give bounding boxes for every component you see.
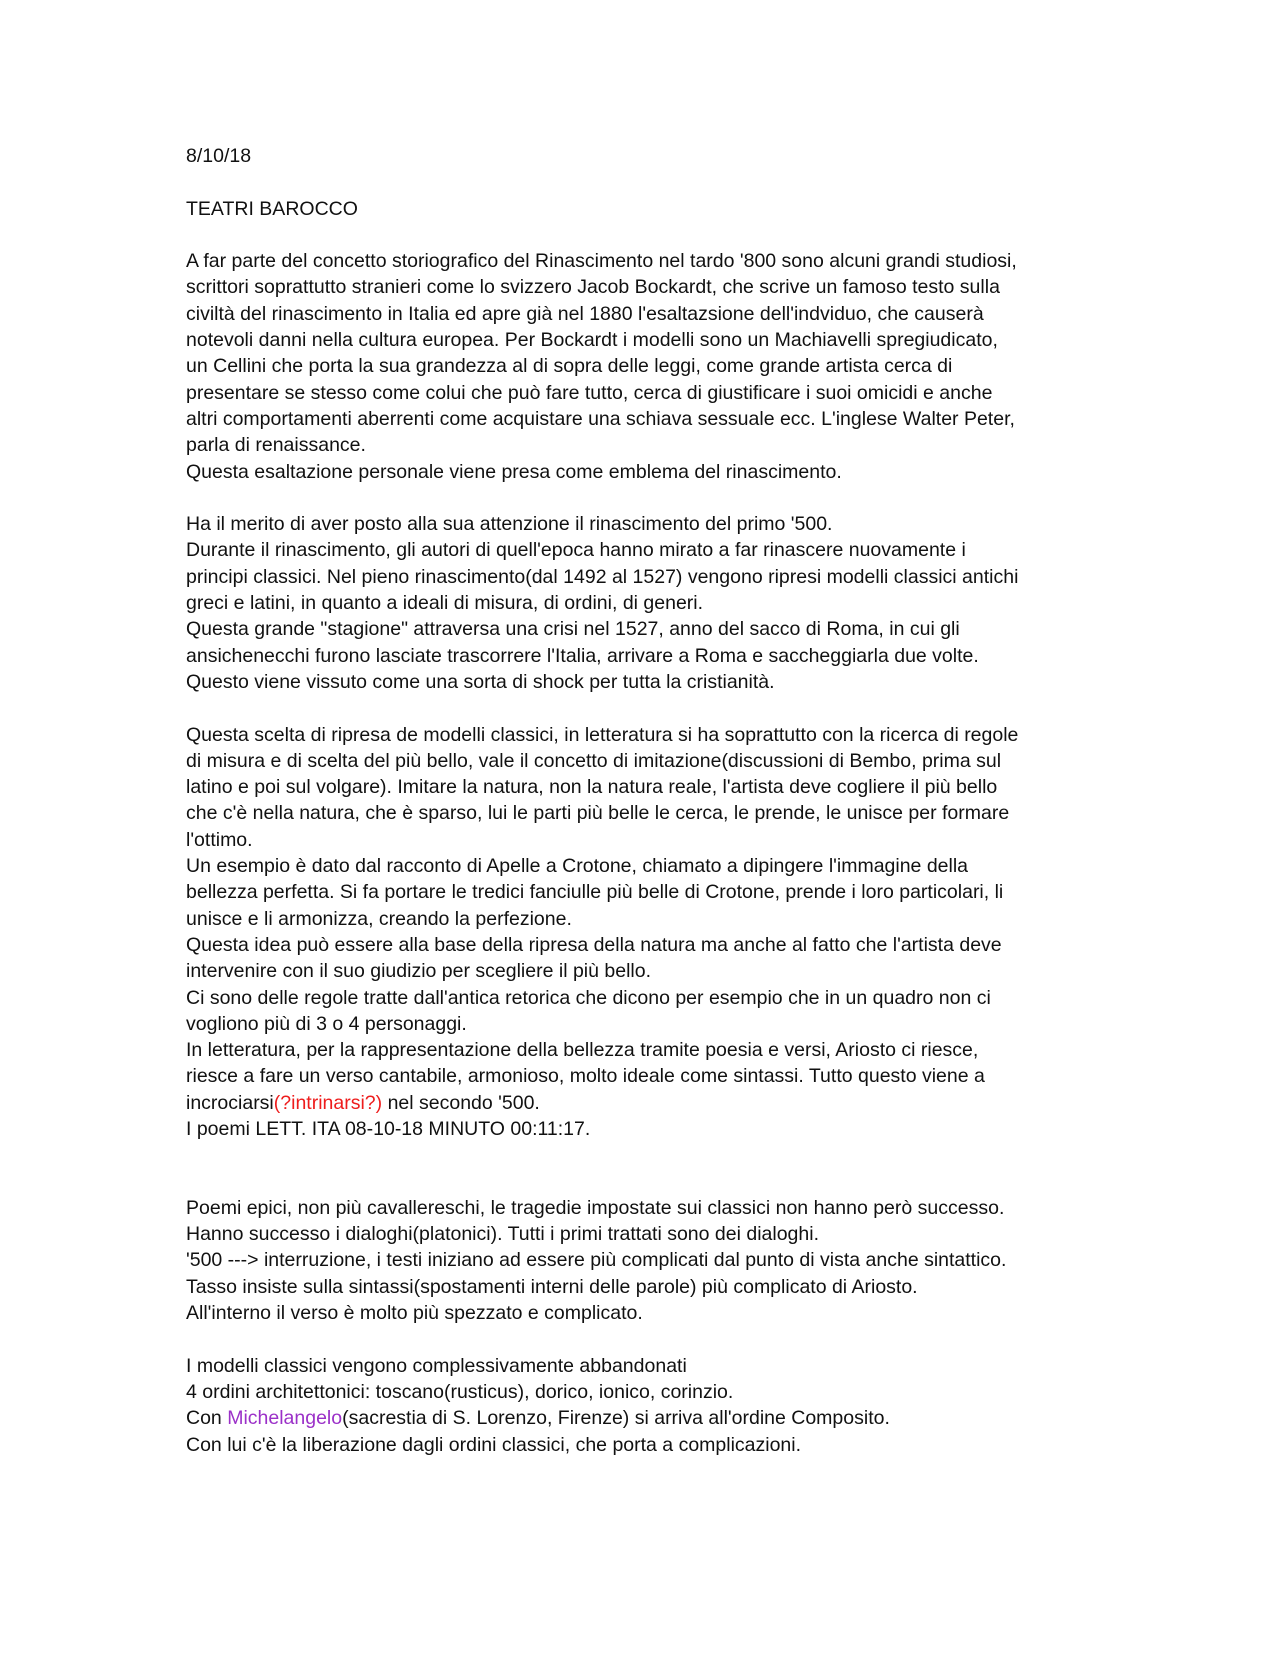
text-line: presentare se stesso come colui che può fare tutto, cerca di giustificare i suoi omicidi e anche	[186, 381, 993, 404]
text-line: unisce e li armonizza, creando la perfezione.	[186, 907, 572, 930]
text-line-highlighted	[186, 1405, 1106, 1431]
text-line: che c'è nella natura, che è sparso, lui le parti più belle le cerca, le prende, le unisce per formare	[186, 802, 1010, 825]
spacer	[186, 169, 1106, 195]
text-line: intervenire con il suo giudizio per scegliere il più bello.	[186, 960, 652, 983]
text-line: Tasso insiste sulla sintassi(spostamenti interni delle parole) più complicato di Ariosto.	[186, 1275, 918, 1298]
text-line: di misura e di scelta del più bello, vale il concetto di imitazione(discussioni di Bembo, prima sul	[186, 749, 1002, 772]
text-line-highlighted	[186, 1090, 1106, 1116]
text-line: I modelli classici vengono complessivamente abbandonati	[186, 1354, 687, 1377]
text-line: Questo viene vissuto come una sorta di shock per tutta la cristianità.	[186, 670, 775, 693]
text-line: vogliono più di 3 o 4 personaggi.	[186, 1012, 467, 1035]
text-line: Questa idea può essere alla base della ripresa della natura ma anche al fatto che l'artista deve	[186, 933, 1002, 956]
text-line: Durante il rinascimento, gli autori di quell'epoca hanno mirato a far rinascere nuovamente i	[186, 539, 966, 562]
text-line: Un esempio è dato dal racconto di Apelle a Crotone, chiamato a dipingere l'immagine della	[186, 855, 969, 878]
text-line: bellezza perfetta. Si fa portare le tredici fanciulle più belle di Crotone, prende i loro particolari, li	[186, 881, 1004, 904]
text-segment: nel secondo '500.	[382, 1091, 540, 1114]
spacer	[186, 485, 1106, 511]
text-line: I poemi LETT. ITA 08-10-18 MINUTO 00:11:17.	[186, 1117, 591, 1140]
paragraph-3	[186, 722, 1106, 1143]
michelangelo-highlight: Michelangelo	[227, 1407, 343, 1430]
text-line: riesce a fare un verso cantabile, armonioso, molto ideale come sintassi. Tutto questo viene a	[186, 1065, 985, 1088]
text-line: ansichenecchi furono lasciate trascorrere l'Italia, arrivare a Roma e saccheggiarla due volte.	[186, 644, 979, 667]
text-line: Hanno successo i dialoghi(platonici). Tutti i primi trattati sono dei dialoghi.	[186, 1223, 819, 1246]
text-line: Ha il merito di aver posto alla sua attenzione il rinascimento del primo '500.	[186, 513, 833, 536]
text-segment: Con	[186, 1407, 228, 1430]
text-line: Ci sono delle regole tratte dall'antica retorica che dicono per esempio che in un quadro non ci	[186, 986, 991, 1009]
paragraph-1	[186, 248, 1106, 485]
text-line: Con lui c'è la liberazione dagli ordini classici, che porta a complicazioni.	[186, 1433, 802, 1456]
paragraph-4	[186, 1195, 1106, 1326]
text-segment: (sacrestia di S. Lorenzo, Firenze) si arriva all'ordine Composito.	[342, 1407, 890, 1430]
text-line: civiltà del rinascimento in Italia ed apre già nel 1880 l'esaltazsione dell'indviduo, che causerà	[186, 302, 984, 325]
text-line: 4 ordini architettonici: toscano(rusticus), dorico, ionico, corinzio.	[186, 1380, 734, 1403]
text-line: All'interno il verso è molto più spezzato e complicato.	[186, 1302, 643, 1325]
text-line: parla di renaissance.	[186, 434, 366, 457]
text-line: notevoli danni nella cultura europea. Per Bockardt i modelli sono un Machiavelli spregiudicato,	[186, 329, 998, 352]
document-page	[186, 143, 1106, 1458]
spacer	[186, 1326, 1106, 1352]
text-line: '500 ---> interruzione, i testi iniziano ad essere più complicati dal punto di vista anche sintattico.	[186, 1249, 1007, 1272]
text-line: In letteratura, per la rappresentazione della bellezza tramite poesia e versi, Ariosto ci riesce,	[186, 1039, 979, 1062]
text-line: principi classici. Nel pieno rinascimento(dal 1492 al 1527) vengono ripresi modelli classici antichi	[186, 565, 1019, 588]
text-line: latino e poi sul volgare). Imitare la natura, non la natura reale, l'artista deve cogliere il più bello	[186, 776, 998, 799]
document-date: 8/10/18	[186, 145, 252, 167]
text-line: un Cellini che porta la sua grandezza al di sopra delle leggi, come grande artista cerca di	[186, 355, 953, 378]
text-line: Poemi epici, non più cavallereschi, le tragedie impostate sui classici non hanno però successo.	[186, 1196, 1005, 1219]
document-title: TEATRI BAROCCO	[186, 197, 358, 220]
text-segment: incrociarsi	[186, 1091, 274, 1114]
text-line: l'ottimo.	[186, 828, 253, 851]
text-line: Questa scelta di ripresa de modelli classici, in letteratura si ha soprattutto con la ricerca di regole	[186, 723, 1019, 746]
spacer	[186, 222, 1106, 248]
spacer	[186, 1142, 1106, 1195]
text-line: A far parte del concetto storiografico del Rinascimento nel tardo '800 sono alcuni grandi studiosi,	[186, 250, 1017, 273]
text-line: scrittori soprattutto stranieri come lo svizzero Jacob Bockardt, che scrive un famoso testo sulla	[186, 276, 1000, 299]
text-line: Questa esaltazione personale viene presa come emblema del rinascimento.	[186, 460, 842, 483]
spacer	[186, 695, 1106, 721]
paragraph-2	[186, 511, 1106, 695]
paragraph-5	[186, 1353, 1106, 1458]
text-line: greci e latini, in quanto a ideali di misura, di ordini, di generi.	[186, 592, 704, 615]
red-annotation: (?intrinarsi?)	[273, 1091, 383, 1114]
text-line: altri comportamenti aberrenti come acquistare una schiava sessuale ecc. L'inglese Walter Peter,	[186, 407, 1015, 430]
text-line: Questa grande "stagione" attraversa una crisi nel 1527, anno del sacco di Roma, in cui gli	[186, 618, 960, 641]
